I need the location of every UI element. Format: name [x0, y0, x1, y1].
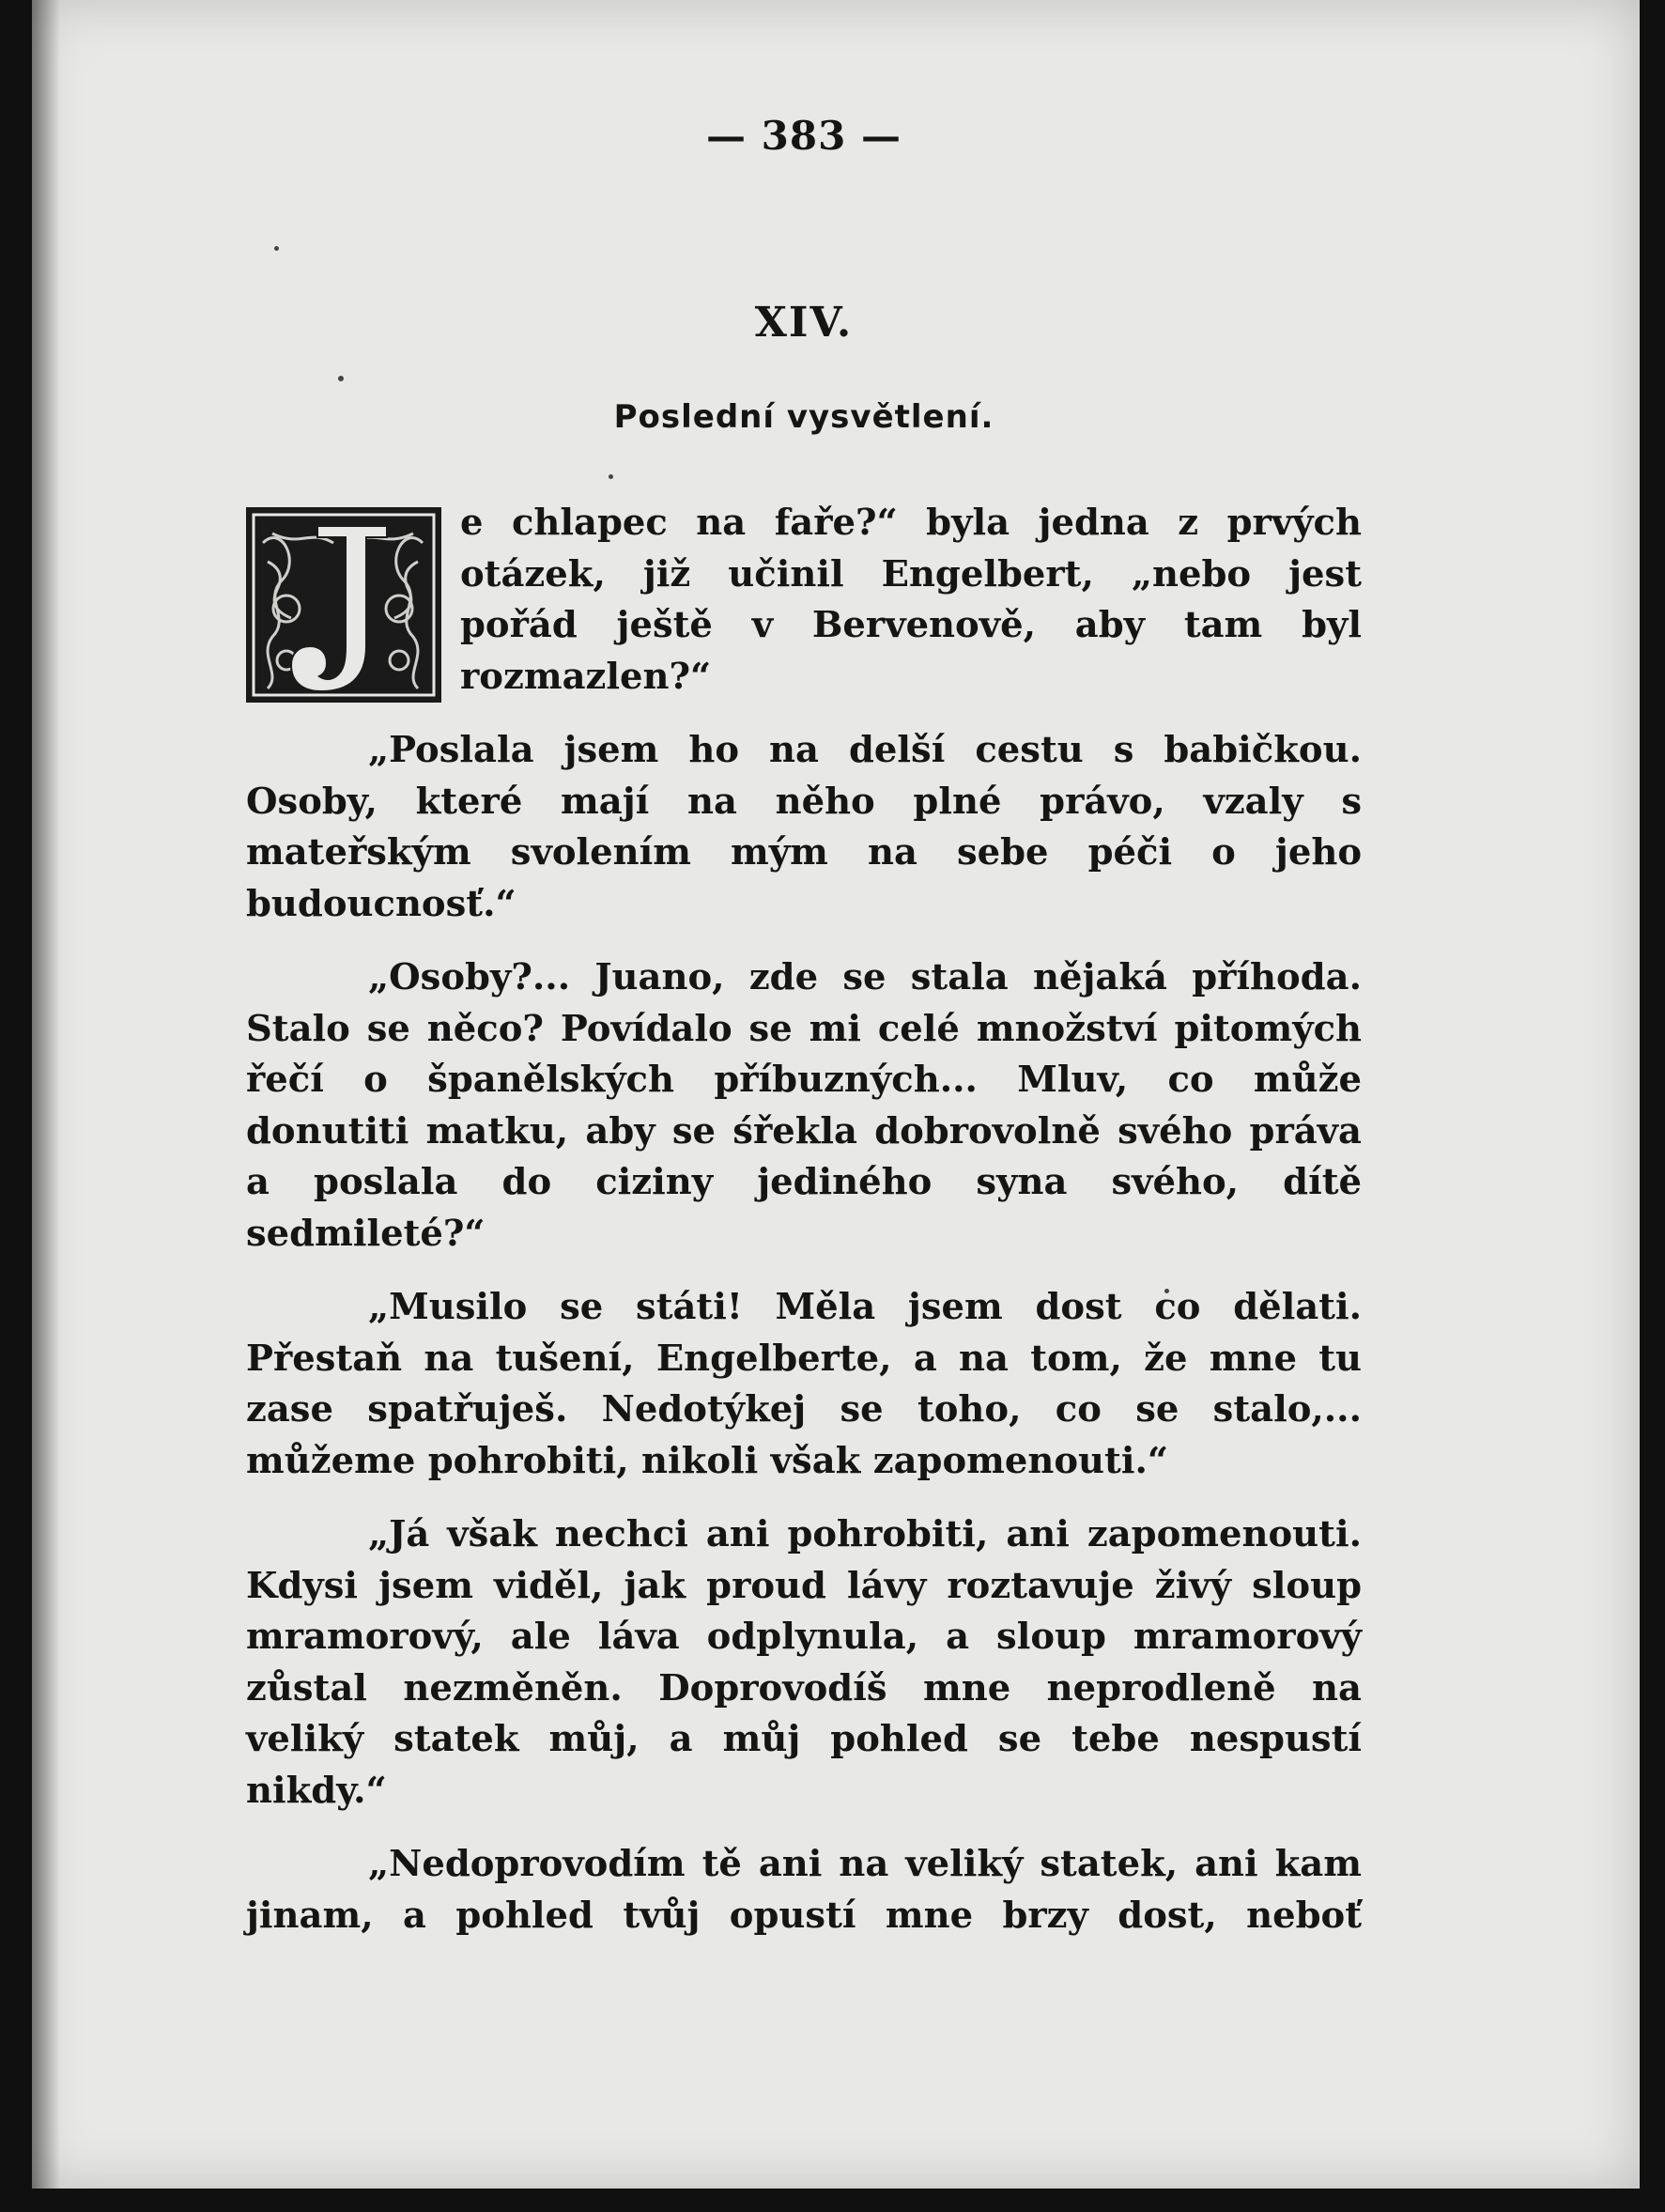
paragraph-6: „Nedoprovodím tě ani na veliký statek, ani kam jinam, a pohled tvůj opustí mne brzy dost, neboť — [246, 1843, 1362, 1937]
paragraph-1 — [246, 498, 1362, 703]
chapter-number: XIV. — [754, 299, 854, 347]
paragraph-4: „Musilo se státi! Měla jsem dost co dělati. Přestaň na tušení, Engelberte, a na tom, že mne tu zase spatřuješ. Nedotýkej se toho, co se stalo,... můžeme pohrobiti, nikoli však zapomenouti.“ — [246, 1286, 1362, 1482]
paragraph-5: „Já však nechci ani pohrobiti, ani zapomenouti. Kdysi jsem viděl, jak proud lávy roztavuje živý sloup mramorový, ale láva odplynula, a sloup mramorový zůstal nezměněn. Doprovodíš mne neprodleně na veliký statek můj, a můj pohled se tebe nespustí nikdy.“ — [246, 1513, 1362, 1812]
chapter-title: Poslední vysvětlení. — [613, 398, 994, 436]
scan-speck — [609, 474, 613, 479]
paragraph-3: „Osoby?... Juano, zde se stala nějaká příhoda. Stalo se něco? Povídalo se mi celé množství pitomých řečí o španělských příbuzných... Mluv, co může donutiti matku, aby se śřekla dobrovolně svého práva a poslala do ciziny jediného syna svého, dítě sedmileté?“ — [246, 956, 1362, 1255]
ornamental-initial-icon — [244, 505, 443, 704]
scan-speck — [338, 376, 344, 381]
body-text — [246, 498, 1362, 1964]
scan-speck — [274, 246, 279, 251]
paragraph-1-text: e chlapec na faře?“ byla jedna z prvých otázek, již učinil Engelbert, „nebo jest pořád ještě v Bervenově, aby tam byl rozmazlen?“ — [460, 502, 1362, 698]
paragraph-2: „Poslala jsem ho na delší cestu s babičkou. Osoby, které mají na něho plné právo, vzaly s mateřským svolením mým na sebe péči o jeho budoucnosť.“ — [246, 729, 1362, 925]
page-number: — 383 — — [706, 113, 902, 159]
page-gutter-shadow — [32, 0, 60, 2189]
